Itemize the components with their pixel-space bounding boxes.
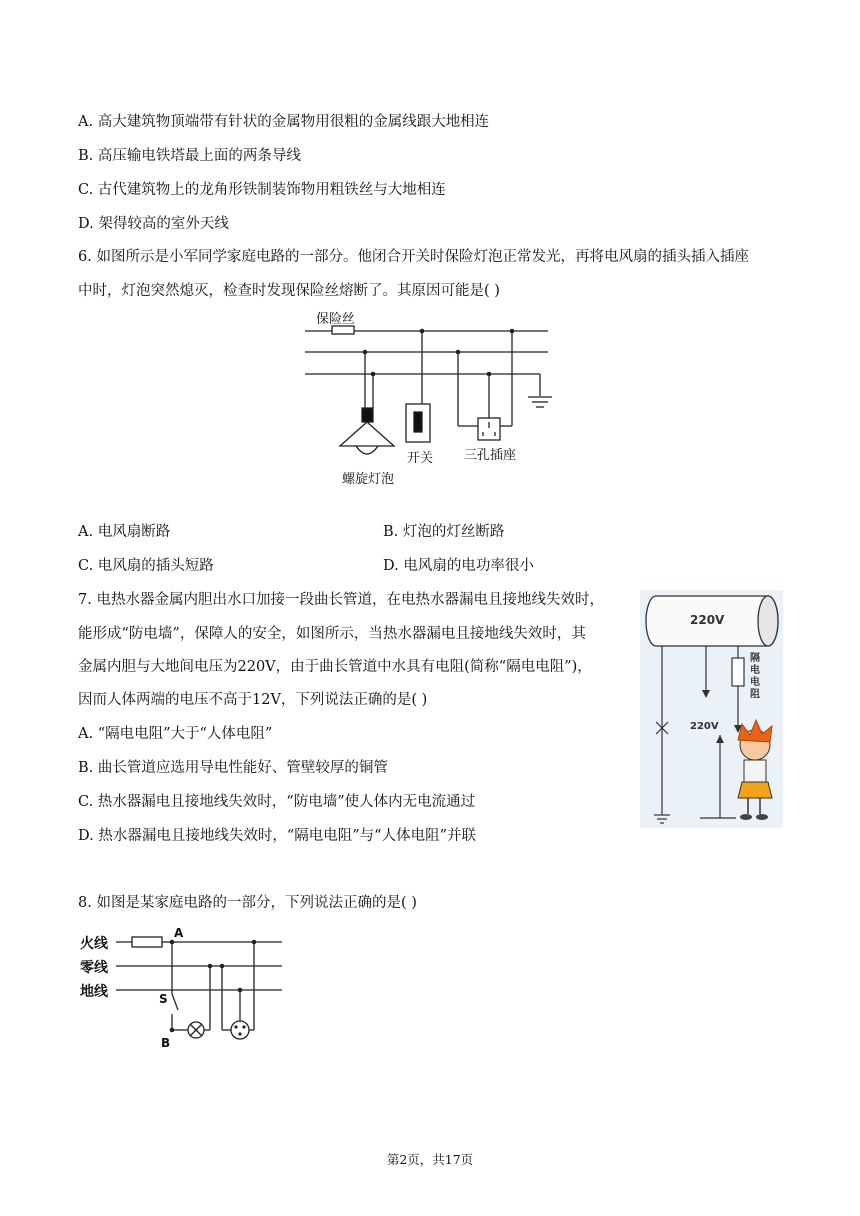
- q7-option-a: A. “隔电电阻”大于“人体电阻”: [78, 726, 273, 742]
- q7-option-b: B. 曲长管道应选用导电性能好、管壁较厚的铜管: [78, 760, 388, 776]
- heater-voltage-label: 220V: [690, 613, 725, 627]
- q7-option-c: C. 热水器漏电且接地线失效时，“防电墙”使人体内无电流通过: [78, 794, 476, 810]
- q6-option-d: D. 电风扇的电功率很小: [383, 558, 534, 574]
- q5-option-c: C. 古代建筑物上的龙角形铁制装饰物用粗铁丝与大地相连: [78, 182, 446, 198]
- q7-water-heater-figure: [640, 590, 783, 828]
- resistor-label-1: 隔: [750, 653, 760, 664]
- resistor-label-2: 电: [750, 665, 760, 676]
- q6-option-a: A. 电风扇断路: [78, 524, 171, 540]
- fuse-label: 保险丝: [316, 312, 356, 327]
- live-wire-label: 火线: [80, 936, 108, 952]
- q7-stem-line4: 因而人体两端的电压不高于12V，下列说法正确的是( ): [78, 692, 428, 708]
- resistor-label-4: 阻: [750, 689, 760, 700]
- q5-option-b: B. 高压输电铁塔最上面的两条导线: [78, 148, 301, 164]
- page-footer: 第2页，共17页: [386, 1152, 474, 1167]
- q7-stem-line3: 金属内胆与大地间电压为220V，由于曲长管道中水具有电阻(简称“隔电电阻”)，: [78, 659, 592, 675]
- q7-stem-line2: 能形成“防电墙”，保障人的安全，如图所示，当热水器漏电且接地线失效时，其: [78, 626, 586, 642]
- q6-stem-line2: 中时，灯泡突然熄灭，检查时发现保险丝熔断了。其原因可能是( ): [78, 283, 500, 299]
- point-a-label: A: [174, 926, 184, 940]
- point-b-label: B: [161, 1036, 171, 1050]
- q5-option-a: A. 高大建筑物顶端带有针状的金属物用很粗的金属线跟大地相连: [78, 114, 490, 130]
- resistor-label-3: 电: [750, 677, 760, 688]
- q6-stem-line1: 6. 如图所示是小军同学家庭电路的一部分。他闭合开关时保险灯泡正常发光，再将电风扇的插头插入插座: [78, 249, 749, 265]
- switch-s-label: S: [159, 992, 168, 1006]
- q5-option-d: D. 架得较高的室外天线: [78, 216, 229, 232]
- q7-stem-line1: 7. 电热水器金属内胆出水口加接一段曲长管道，在电热水器漏电且接地线失效时，: [78, 592, 604, 608]
- q7-option-d: D. 热水器漏电且接地线失效时，“隔电电阻”与“人体电阻”并联: [78, 828, 476, 844]
- q8-circuit-figure: [76, 922, 290, 1052]
- bulb-label: 螺旋灯泡: [342, 472, 395, 487]
- q6-circuit-figure: [300, 304, 560, 494]
- switch-label: 开关: [407, 451, 434, 466]
- ground-wire-label: 地线: [80, 984, 108, 1000]
- q6-option-c: C. 电风扇的插头短路: [78, 558, 214, 574]
- neutral-wire-label: 零线: [80, 960, 108, 976]
- path-voltage-label: 220V: [690, 721, 719, 732]
- q6-option-b: B. 灯泡的灯丝断路: [383, 524, 505, 540]
- socket-label: 三孔插座: [464, 448, 517, 463]
- q8-stem: 8. 如图是某家庭电路的一部分，下列说法正确的是( ): [78, 895, 417, 911]
